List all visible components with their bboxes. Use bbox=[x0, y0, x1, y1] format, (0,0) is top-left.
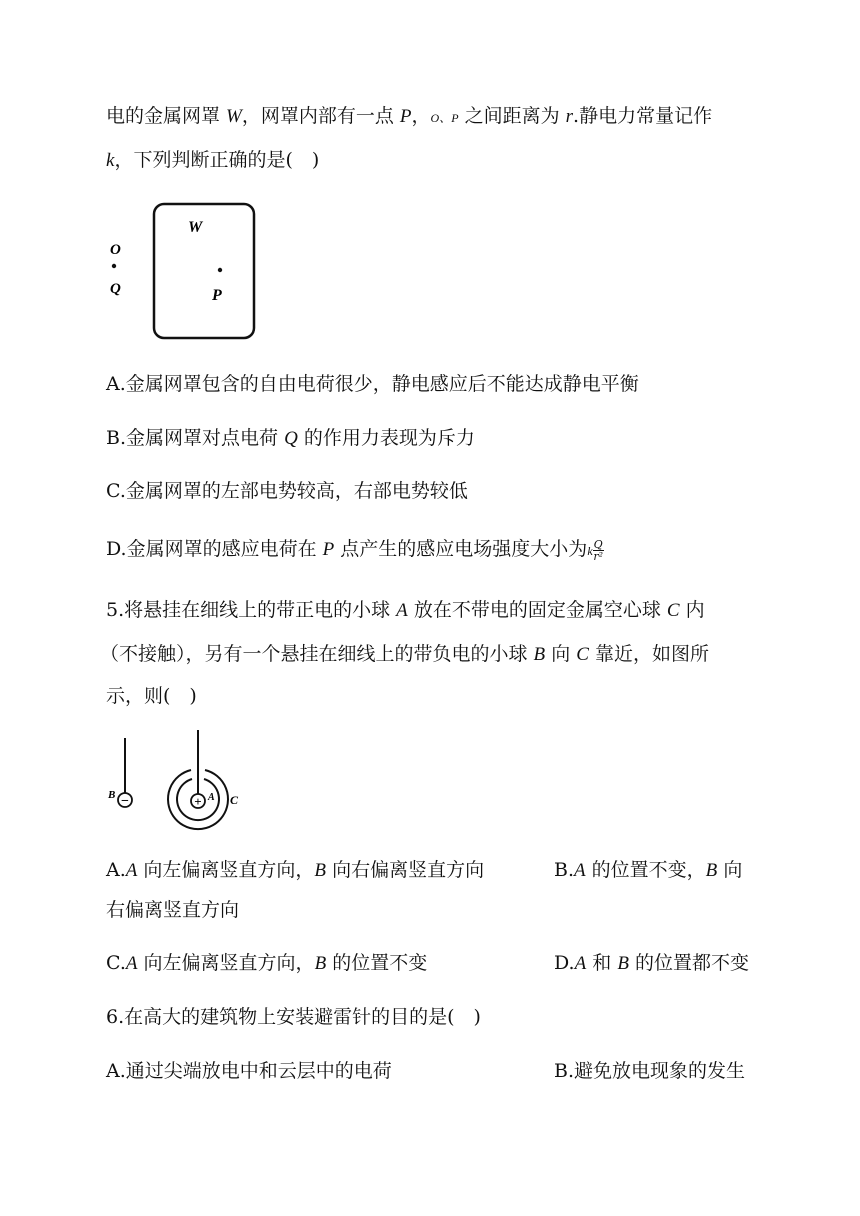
q4-stem-line1 bbox=[106, 104, 712, 130]
option-label: D. bbox=[106, 538, 127, 560]
var-B: B bbox=[314, 953, 327, 974]
q5-stem-line1 bbox=[106, 598, 705, 623]
q5-figure bbox=[104, 728, 254, 834]
minus-sign: − bbox=[121, 794, 129, 809]
q4-stem-line2 bbox=[106, 148, 319, 173]
text: 6.在高大的建筑物上安装避雷针的目的是( ) bbox=[106, 1006, 481, 1028]
label-O: O bbox=[110, 242, 121, 258]
option-label: B. bbox=[106, 427, 127, 449]
label-P: P bbox=[212, 287, 222, 304]
var-r: r bbox=[565, 106, 574, 127]
text: ， bbox=[411, 105, 431, 127]
var-C: C bbox=[576, 644, 589, 665]
label-W: W bbox=[188, 219, 203, 236]
var-B: B bbox=[314, 860, 327, 881]
text: 内 bbox=[679, 599, 705, 621]
var-A: A bbox=[574, 953, 587, 974]
option-text: 金属网罩包含的自由电荷很少，静电感应后不能达成静电平衡 bbox=[125, 373, 639, 395]
fraction-numerator: Q bbox=[593, 537, 603, 551]
var-B: B bbox=[617, 953, 629, 974]
option-text: 向 bbox=[717, 859, 743, 881]
q5-option-c bbox=[106, 951, 427, 976]
plus-sign: + bbox=[194, 794, 202, 809]
option-text: 向左偏离竖直方向， bbox=[137, 952, 315, 974]
option-label: A. bbox=[106, 373, 126, 395]
text: 5.将悬挂在细线上的带正电的小球 bbox=[106, 599, 397, 621]
option-label: D. bbox=[554, 952, 575, 974]
var-W: W bbox=[226, 106, 242, 127]
point-O bbox=[112, 264, 116, 268]
var-Q: Q bbox=[284, 428, 298, 449]
text: （不接触），另有一个悬挂在细线上的带负电的小球 bbox=[100, 643, 534, 665]
option-label: C. bbox=[106, 952, 126, 974]
text: 放在不带电的固定金属空心球 bbox=[407, 599, 667, 621]
fraction-denominator: r² bbox=[593, 549, 603, 563]
option-label: A. bbox=[106, 859, 126, 881]
var-A: A bbox=[125, 860, 138, 881]
var-OP: O、P bbox=[430, 111, 459, 125]
option-text: 金属网罩的左部电势较高，右部电势较低 bbox=[125, 480, 468, 502]
q4-option-b bbox=[106, 426, 475, 451]
q5-stem-line3 bbox=[106, 684, 197, 708]
fraction-Q-over-r2 bbox=[593, 539, 604, 562]
var-k: k bbox=[587, 544, 593, 558]
option-label: B. bbox=[554, 859, 575, 881]
q5-stem-line2 bbox=[100, 642, 709, 667]
var-C: C bbox=[666, 600, 680, 621]
q4-option-c bbox=[106, 479, 468, 503]
text: 之间距离为 bbox=[458, 105, 566, 127]
option-text: 右偏离竖直方向 bbox=[106, 899, 240, 921]
q6-option-b bbox=[554, 1059, 745, 1083]
q4-option-d bbox=[106, 537, 604, 563]
var-A: A bbox=[396, 600, 408, 621]
option-text: 金属网罩的感应电荷在 bbox=[126, 538, 323, 560]
var-P: P bbox=[399, 106, 412, 127]
label-B: B bbox=[108, 789, 116, 801]
var-B: B bbox=[705, 860, 718, 881]
option-text: 的位置都不变 bbox=[628, 952, 749, 974]
option-text: 向左偏离竖直方向， bbox=[137, 859, 315, 881]
option-text: A.通过尖端放电中和云层中的电荷 bbox=[106, 1060, 392, 1082]
var-k: k bbox=[106, 150, 115, 171]
option-text: 金属网罩对点电荷 bbox=[126, 427, 285, 449]
text: 向 bbox=[545, 643, 577, 665]
option-text: B.避免放电现象的发生 bbox=[554, 1060, 746, 1082]
q6-stem bbox=[106, 1005, 481, 1029]
option-text: 的作用力表现为斥力 bbox=[297, 427, 475, 449]
q4-option-a bbox=[106, 372, 639, 396]
text: .静电力常量记作 bbox=[573, 105, 713, 127]
q4-figure bbox=[104, 198, 264, 344]
text: 靠近，如图所 bbox=[588, 643, 709, 665]
q5-option-d bbox=[554, 951, 749, 976]
metal-mesh-shield bbox=[154, 204, 254, 338]
q6-option-a bbox=[106, 1059, 392, 1083]
option-text: 点产生的感应电场强度大小为 bbox=[334, 538, 588, 560]
q5-option-a bbox=[106, 858, 484, 883]
var-A: A bbox=[574, 860, 586, 881]
option-text: 的位置不变， bbox=[585, 859, 706, 881]
text: ，网罩内部有一点 bbox=[241, 105, 400, 127]
var-B: B bbox=[533, 644, 546, 665]
label-A: A bbox=[208, 792, 215, 803]
option-text: 和 bbox=[586, 952, 618, 974]
text: 示，则( ) bbox=[106, 685, 197, 707]
option-text: 的位置不变 bbox=[326, 952, 428, 974]
label-Q: Q bbox=[110, 281, 121, 297]
label-C: C bbox=[230, 793, 239, 807]
option-text: 向右偏离竖直方向 bbox=[326, 859, 485, 881]
text: ，下列判断正确的是( ) bbox=[114, 149, 320, 171]
option-label: C. bbox=[106, 480, 126, 502]
point-P bbox=[218, 268, 222, 272]
q5-option-b bbox=[554, 858, 742, 883]
text: 电的金属网罩 bbox=[106, 105, 227, 127]
var-P: P bbox=[322, 539, 335, 560]
q5-option-b-continued bbox=[106, 898, 239, 922]
var-A: A bbox=[125, 953, 138, 974]
